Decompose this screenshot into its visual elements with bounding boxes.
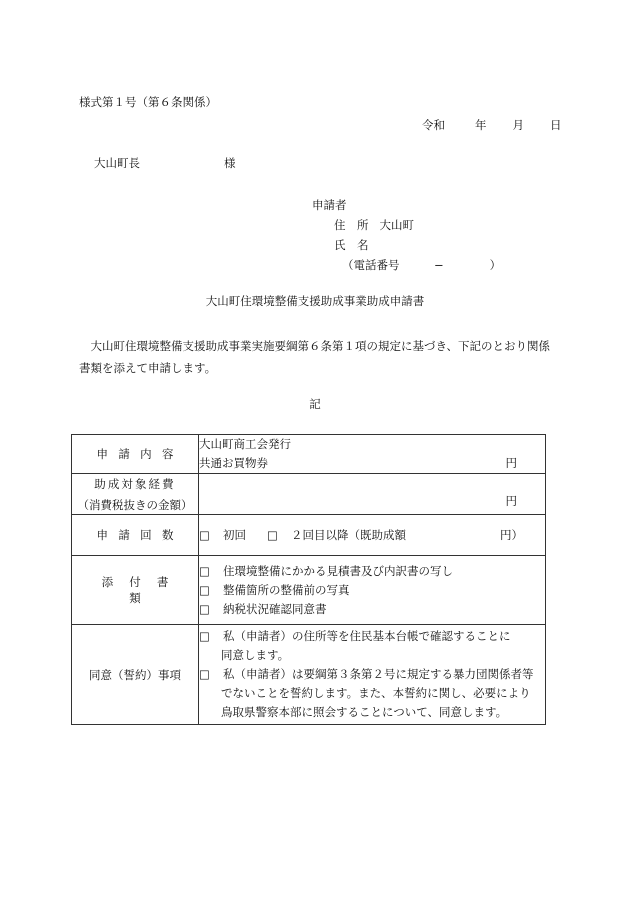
- document-title: 大山町住環境整備支援助成事業助成申請書: [205, 294, 425, 308]
- yen-close: 円）: [500, 527, 523, 542]
- cell-attachments: [199, 556, 546, 625]
- checkbox-attachment-3[interactable]: □: [199, 601, 210, 616]
- consent-item-2-line-3: 鳥取県警察本部に照会することについて、同意します。: [221, 705, 508, 719]
- consent-item-2-line-2: でないことを誓約します。また、本誓約に関し、必要により: [221, 686, 531, 700]
- address-value: 大山町: [379, 218, 414, 232]
- label-application-content: 申請内容: [72, 435, 199, 474]
- cell-consent: [199, 625, 546, 725]
- applicant-name-label: 氏 名: [334, 238, 369, 252]
- date-year: 年: [475, 118, 487, 132]
- label-application-count: 申請回数: [72, 515, 199, 556]
- row-application-content: [72, 435, 546, 474]
- applicant-label: 申請者: [312, 198, 347, 212]
- cell-application-count: [199, 515, 546, 556]
- content-line-1: 大山町商工会発行: [199, 437, 291, 451]
- body-text: 大山町住環境整備支援助成事業実施要綱第６条第１項の規定に基づき、下記のとおり関係書類を添えて申請します。: [79, 339, 551, 375]
- option-second-or-later: ２回目以降（既助成額: [291, 527, 406, 542]
- date-month: 月: [512, 118, 524, 132]
- label-consent: 同意（誓約）事項: [72, 625, 199, 725]
- cell-eligible-cost[interactable]: [199, 474, 546, 515]
- yen-unit: 円: [505, 456, 517, 470]
- checkbox-attachment-2[interactable]: □: [199, 582, 210, 597]
- addressee-honorific: 様: [224, 156, 236, 170]
- row-application-count: [72, 515, 546, 556]
- addressee-name: 大山町長: [94, 156, 140, 170]
- option-first-time: 初回: [223, 527, 246, 542]
- attachment-item: □ 納税状況確認同意書: [199, 600, 545, 619]
- row-attachments: [72, 556, 546, 625]
- date-day: 日: [550, 118, 562, 132]
- checkbox-attachment-1[interactable]: □: [199, 563, 210, 578]
- yen-unit: 円: [505, 493, 517, 508]
- consent-item-2-line-1: 私（申請者）は要綱第３条第２号に規定する暴力団関係者等: [223, 667, 534, 681]
- content-line-2: 共通お買物券: [199, 456, 268, 470]
- attachment-item: □ 整備箇所の整備前の写真: [199, 581, 545, 600]
- form-number: 様式第１号（第６条関係）: [79, 95, 217, 109]
- consent-item-1-line-1: 私（申請者）の住所等を住民基本台帳で確認することに: [223, 629, 511, 643]
- label-eligible-cost: 助成対象経費 （消費税抜きの金額）: [72, 474, 199, 515]
- addressee: [94, 158, 236, 170]
- row-eligible-cost: [72, 474, 546, 515]
- ki-heading: 記: [309, 397, 321, 411]
- label-attachments: 添付書類: [72, 556, 199, 625]
- date-era: 令和: [422, 118, 445, 132]
- address-label: 住 所: [334, 218, 369, 232]
- applicant-address-row: [334, 220, 414, 232]
- checkbox-second-or-later[interactable]: □: [267, 527, 278, 542]
- consent-item-1-line-2: 同意します。: [221, 648, 290, 662]
- checkbox-consent-2[interactable]: □: [199, 667, 210, 681]
- applicant-phone: （電話番号 − ）: [342, 258, 502, 272]
- row-consent: [72, 625, 546, 725]
- checkbox-first-time[interactable]: □: [199, 527, 210, 542]
- attachment-item: □ 住環境整備にかかる見積書及び内訳書の写し: [199, 562, 545, 581]
- application-form-table: [71, 434, 546, 725]
- cell-application-content[interactable]: [199, 435, 546, 474]
- date-line: [422, 120, 562, 132]
- checkbox-consent-1[interactable]: □: [199, 629, 210, 643]
